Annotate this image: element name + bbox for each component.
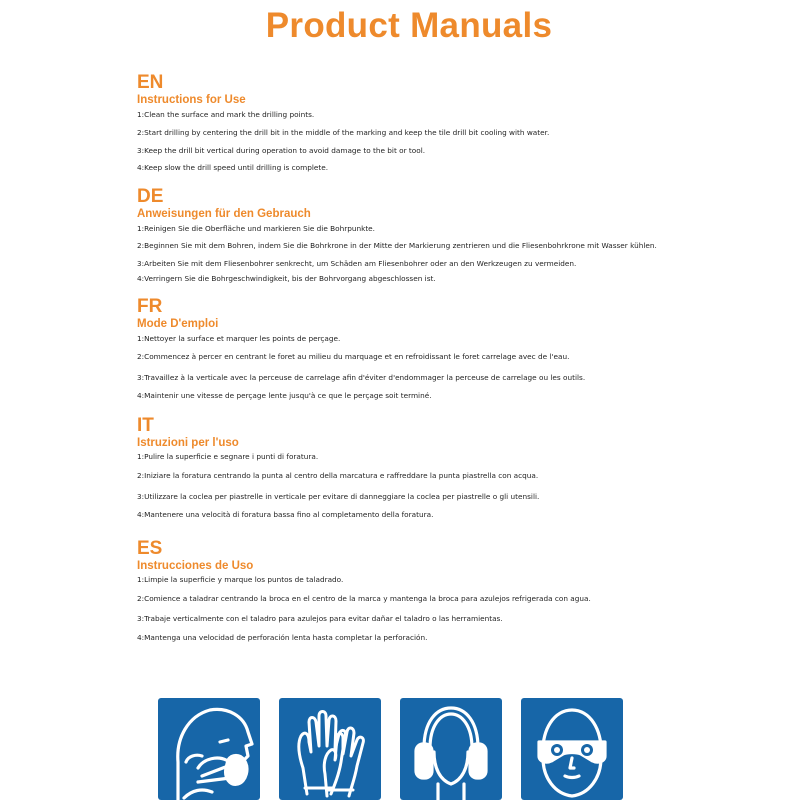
step-1: 1:Nettoyer la surface et marquer les points de perçage.: [137, 334, 341, 343]
dust-mask-icon: [158, 698, 260, 800]
ear-protection-icon: [400, 698, 502, 800]
step-1: 1:Reinigen Sie die Oberfläche und markieren Sie die Bohrpunkte.: [137, 224, 375, 233]
section-es: [137, 538, 777, 642]
page-title: Product Manuals: [265, 6, 553, 45]
section-heading: Instructions for Use: [137, 94, 246, 106]
safety-goggles-icon: [521, 698, 623, 800]
section-heading: Istruzioni per l'uso: [137, 437, 239, 449]
section-en: [137, 72, 777, 172]
language-code: IT: [137, 415, 154, 436]
step-3: 3:Keep the drill bit vertical during operation to avoid damage to the bit or tool.: [137, 146, 426, 155]
section-it: [137, 415, 777, 519]
step-2: 2:Start drilling by centering the drill bit in the middle of the marking and keep the tile drill bit cooling with water.: [137, 128, 550, 137]
gloves-icon: [279, 698, 381, 800]
step-4: 4:Mantenga una velocidad de perforación lenta hasta completar la perforación.: [137, 633, 428, 642]
language-code: ES: [137, 538, 163, 559]
step-2: 2:Beginnen Sie mit dem Bohren, indem Sie die Bohrkrone in der Mitte der Markierung zentrieren und die Fliesenbohrkrone mit Wasser kühlen.: [137, 241, 657, 250]
step-2: 2:Commencez à percer en centrant le foret au milieu du marquage et en refroidissant le foret carrelage avec de l'eau.: [137, 352, 570, 361]
step-4: 4:Verringern Sie die Bohrgeschwindigkeit, bis der Bohrvorgang abgeschlossen ist.: [137, 274, 436, 283]
language-code: FR: [137, 296, 163, 317]
language-code: EN: [137, 72, 164, 93]
section-heading: Instrucciones de Uso: [137, 560, 254, 572]
section-heading: Mode D'emploi: [137, 318, 219, 330]
step-3: 3:Utilizzare la coclea per piastrelle in verticale per evitare di danneggiare la coclea per piastrelle o gli utensili.: [137, 492, 540, 501]
language-code: DE: [137, 186, 164, 207]
step-3: 3:Arbeiten Sie mit dem Fliesenbohrer senkrecht, um Schäden am Fliesenbohrer oder an den Werkzeugen zu vermeiden.: [137, 259, 577, 268]
step-1: 1:Clean the surface and mark the drilling points.: [137, 110, 315, 119]
step-1: 1:Limpie la superficie y marque los puntos de taladrado.: [137, 575, 344, 584]
step-4: 4:Keep slow the drill speed until drilling is complete.: [137, 163, 329, 172]
step-3: 3:Travaillez à la verticale avec la perceuse de carrelage afin d'éviter d'endommager la perceuse de carrelage ou les outils.: [137, 373, 586, 382]
section-de: [137, 186, 777, 283]
step-4: 4:Mantenere una velocità di foratura bassa fino al completamento della foratura.: [137, 510, 434, 519]
safety-icons-row: [0, 698, 800, 800]
step-1: 1:Pulire la superficie e segnare i punti di foratura.: [137, 452, 319, 461]
section-heading: Anweisungen für den Gebrauch: [137, 208, 311, 220]
step-2: 2:Comience a taladrar centrando la broca en el centro de la marca y mantenga la broca para azulejos refrigerada con agua.: [137, 594, 591, 603]
section-fr: [137, 296, 777, 400]
step-2: 2:Iniziare la foratura centrando la punta al centro della marcatura e raffreddare la punta piastrella con acqua.: [137, 471, 539, 480]
step-3: 3:Trabaje verticalmente con el taladro para azulejos para evitar dañar el taladro o las herramientas.: [137, 614, 503, 623]
step-4: 4:Maintenir une vitesse de perçage lente jusqu'à ce que le perçage soit terminé.: [137, 391, 432, 400]
